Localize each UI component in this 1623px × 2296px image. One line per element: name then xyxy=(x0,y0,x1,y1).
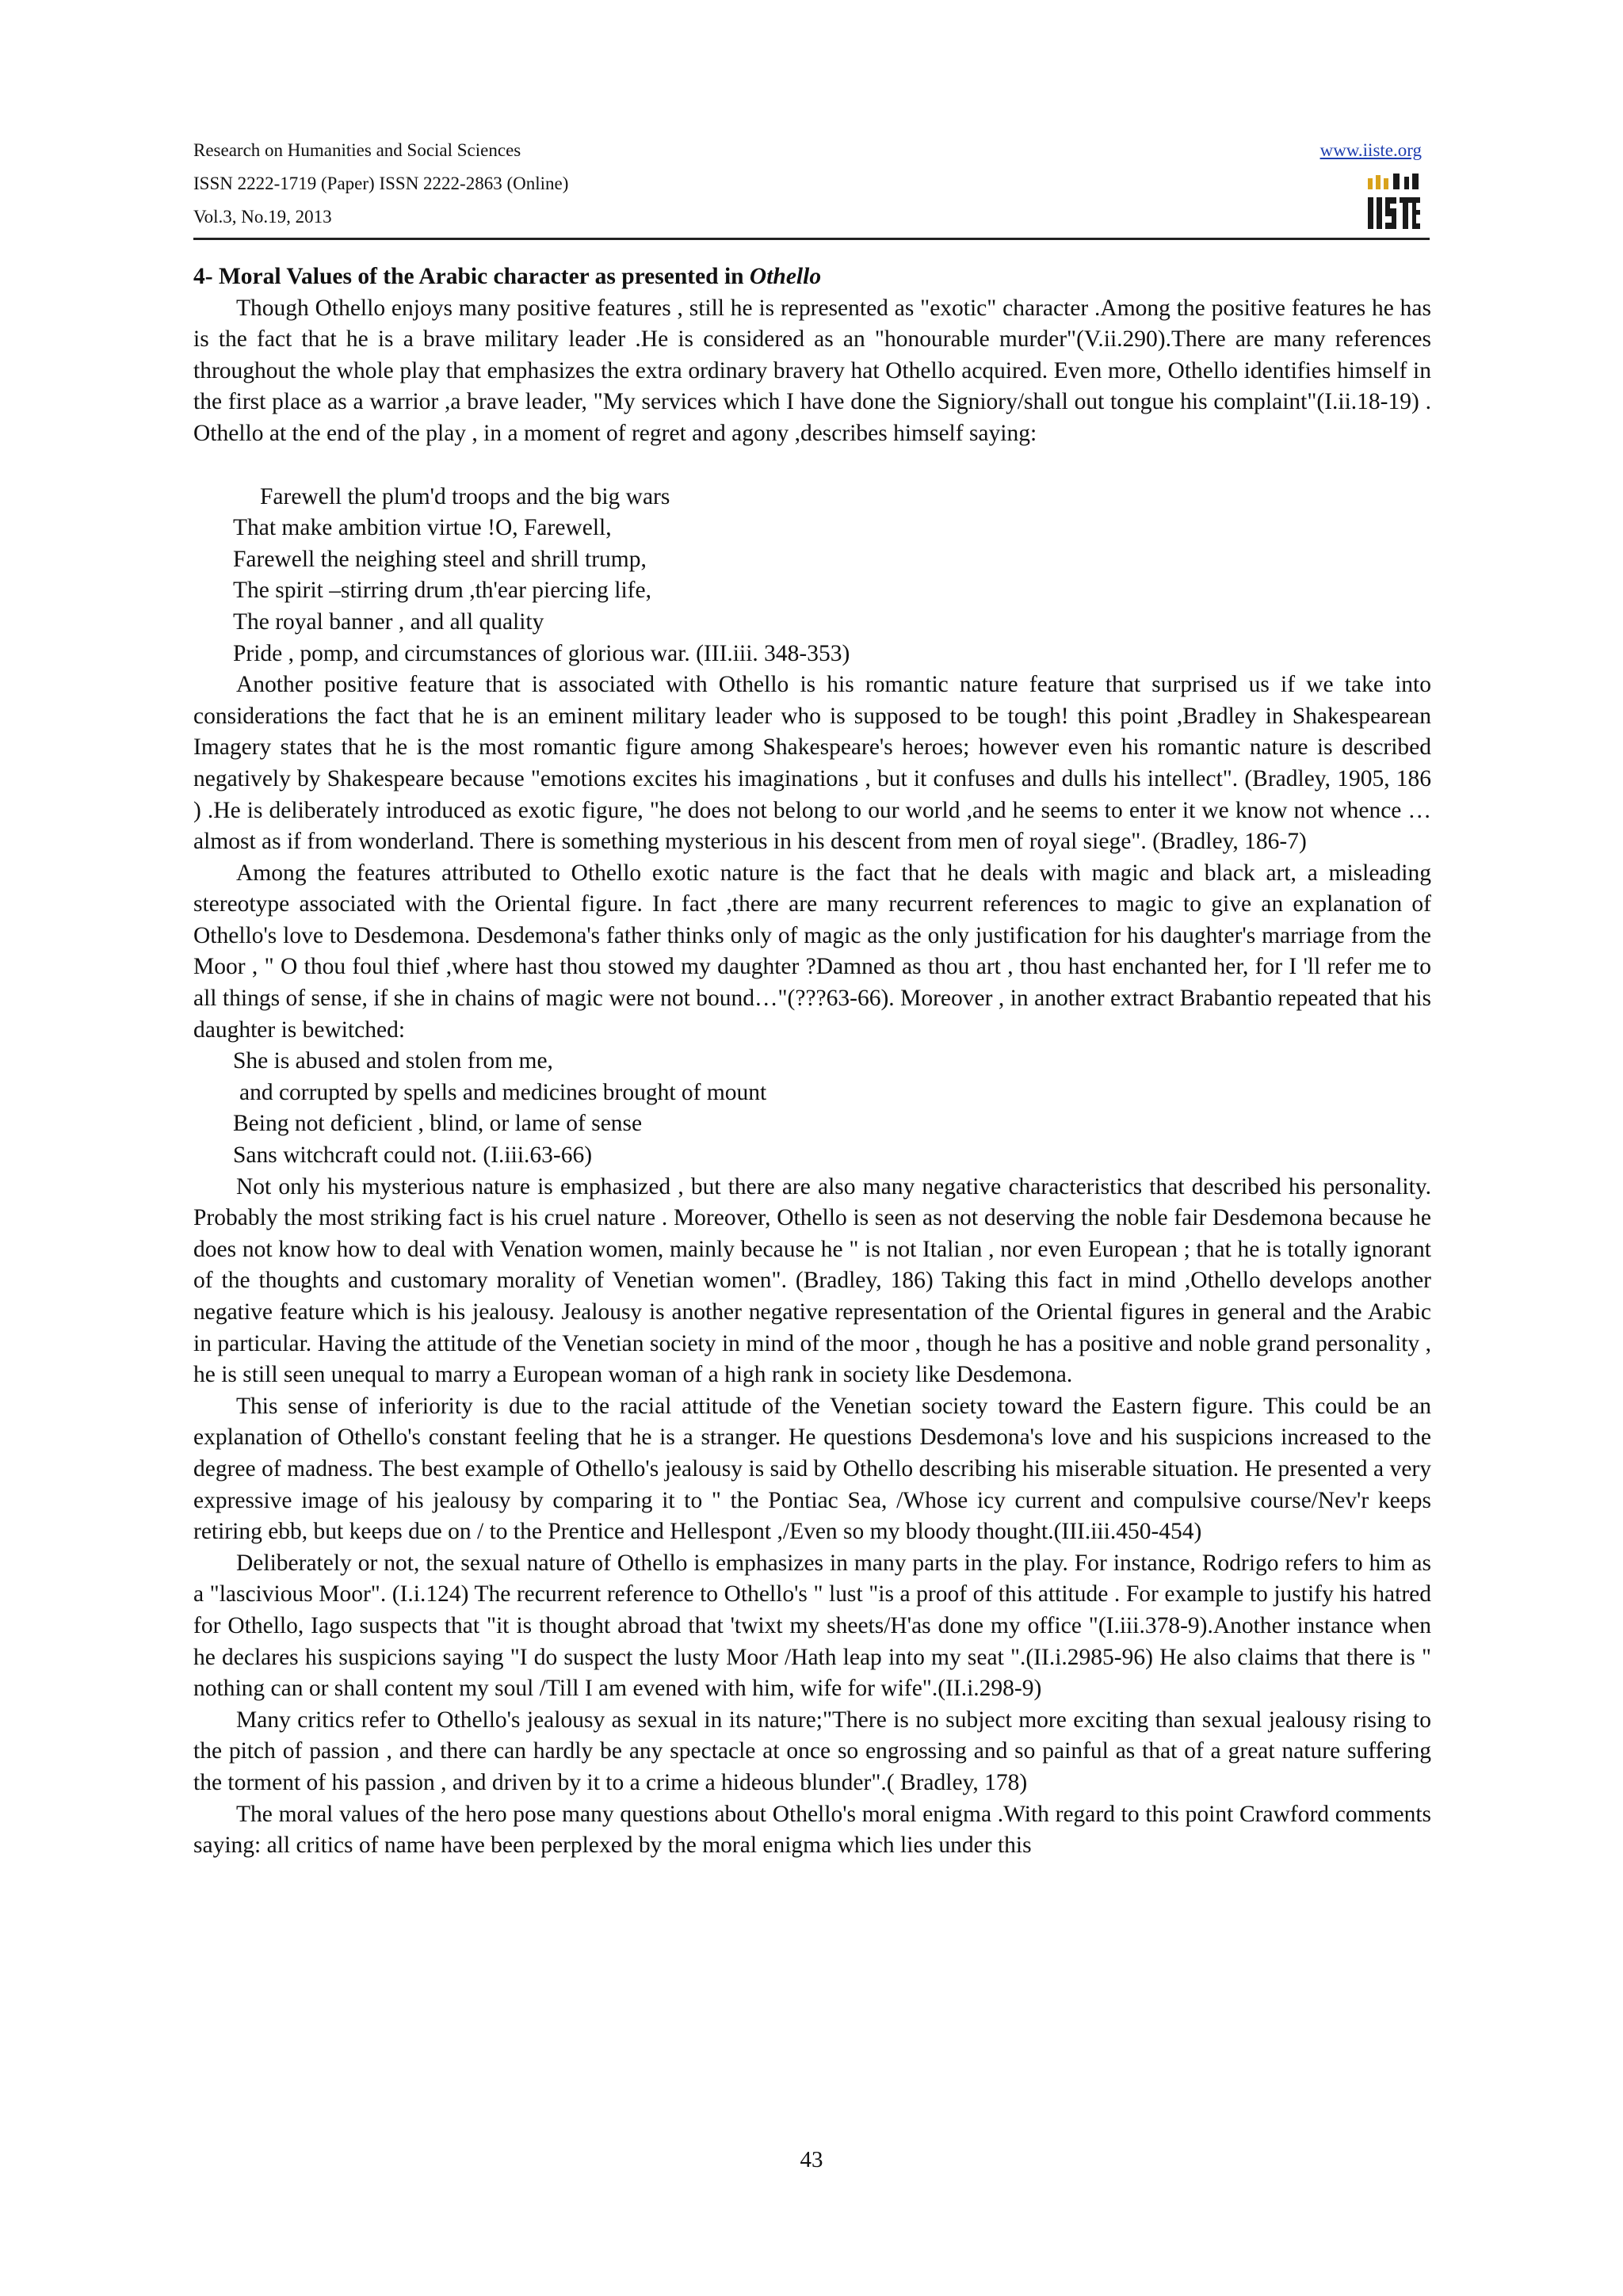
section-heading: 4- Moral Values of the Arabic character as presented in Othello xyxy=(193,264,822,289)
paragraph: Deliberately or not, the sexual nature of Othello is emphasizes in many parts in the play. For instance, Rodrigo refers to him as a "lascivious Moor". (I.i.124) The recurrent reference to Othello's " lust "is a proof of this attitude . For example to justify his hatred for Othello, Iago suspects that "it is thought abroad that 'twixt my sheets/H'as done my office "(I.iii.378-9).Another instance when he declares his suspicions saying "I do suspect the lusty Moor /Hath leap into my seat ".(II.i.2985-96) He also claims that there is " nothing can or shall content my soul /Till I am evened with him, wife for wife".(II.i.298-9) xyxy=(193,1550,1431,1702)
verse-line: She is abused and stolen from me, xyxy=(233,1048,553,1074)
verse-line: Pride , pomp, and circumstances of glorious war. (III.iii. 348-353) xyxy=(233,640,850,666)
iiste-logo xyxy=(1366,170,1422,232)
verse-quote xyxy=(193,482,1431,670)
verse-line: Sans witchcraft could not. (I.iii.63-66) xyxy=(233,1142,593,1169)
journal-url-link[interactable]: www.iiste.org xyxy=(1319,140,1422,160)
paragraph: The moral values of the hero pose many questions about Othello's moral enigma .With regard to this point Crawford comments saying: all critics of name have been perplexed by the moral enigma which lies under this xyxy=(193,1801,1431,1859)
issn-line: ISSN 2222-1719 (Paper) ISSN 2222-2863 (Online) xyxy=(193,174,569,193)
article-body xyxy=(193,261,1431,1862)
paragraph: Among the features attributed to Othello exotic nature is the fact that he deals with magic and black art, a misleading stereotype associated with the Oriental figure. In fact ,there are many recurrent references to magic to give an explanation of Othello's love to Desdemona. Desdemona's father thinks only of magic as the only justification for his daughter's marriage from the Moor , " O thou foul thief ,where hast thou stowed my daughter ?Damned as thou art , thou hast enchanted her, for I 'll refer me to all things of sense, if she in chains of magic were not bound…"(???63-66). Moreover , in another extract Brabantio repeated that his daughter is bewitched: xyxy=(193,860,1431,1043)
verse-line: Farewell the plum'd troops and the big wars xyxy=(260,483,670,509)
volume-line: Vol.3, No.19, 2013 xyxy=(193,207,332,227)
verse-line: That make ambition virtue !O, Farewell, xyxy=(233,515,612,541)
verse-line: The royal banner , and all quality xyxy=(233,608,544,635)
verse-line: and corrupted by spells and medicines brought of mount xyxy=(239,1079,767,1105)
paragraph: Many critics refer to Othello's jealousy as sexual in its nature;"There is no subject more exciting than sexual jealousy rising to the pitch of passion , and there can hardly be any spectacle at once so engrossing and so painful as that of a great nature suffering the torment of his passion , and driven by it to a crime a hideous blunder".( Bradley, 178) xyxy=(193,1707,1431,1795)
verse-line: Farewell the neighing steel and shrill trump, xyxy=(233,546,647,572)
verse-quote xyxy=(193,1046,1431,1171)
paragraph: Though Othello enjoys many positive features , still he is represented as "exotic" character .Among the positive features he has is the fact that he is a brave military leader .He is considered as an "honourable murder"(V.ii.290).There are many references throughout the whole play that emphasizes the extra ordinary bravery hat Othello acquired. Even more, Othello identifies himself in the first place as a warrior ,a brave leader, "My services which I have done the Signiory/shall out tongue his complaint"(I.ii.18-19) . Othello at the end of the play , in a moment of regret and agony ,describes himself saying: xyxy=(193,295,1431,446)
journal-name: Research on Humanities and Social Sciences xyxy=(193,140,521,160)
paragraph: This sense of inferiority is due to the racial attitude of the Venetian society toward the Eastern figure. This could be an explanation of Othello's constant feeling that he is a stranger. He questions Desdemona's love and his suspicions increased to the degree of madness. The best example of Othello's jealousy is said by Othello describing his miserable situation. He presented a very expressive image of his jealousy by comparing it to " the Pontiac Sea, /Whose icy current and compulsive course/Nev'r keeps retiring ebb, but keeps due on / to the Prentice and Hellespont ,/Even so my bloody thought.(III.iii.450-454) xyxy=(193,1393,1431,1545)
page-number: 43 xyxy=(800,2147,823,2172)
paragraph: Another positive feature that is associated with Othello is his romantic nature feature that surprised us if we take into considerations the fact that he is an eminent military leader who is supposed to be tough! this point ,Bradley in Shakespearean Imagery states that he is the most romantic figure among Shakespeare's heroes; however even his romantic nature is described negatively by Shakespeare because "emotions excites his imaginations , but it confuses and dulls his intellect". (Bradley, 1905, 186 ) .He is deliberately introduced as exotic figure, "he does not belong to our world ,and he seems to enter it we know not whence …almost as if from wonderland. There is something mysterious in his descent from men of royal siege". (Bradley, 186-7) xyxy=(193,672,1431,855)
paragraph: Not only his mysterious nature is emphasized , but there are also many negative characteristics that described his personality. Probably the most striking fact is his cruel nature . Moreover, Othello is seen as not deserving the noble fair Desdemona because he does not know how to deal with Venation women, mainly because he " is not Italian , nor even European ; that he is totally ignorant of the thoughts and customary morality of Venetian women". (Bradley, 186) Taking this fact in mind ,Othello develops another negative feature which is his jealousy. Jealousy is another negative representation of the Oriental figures in general and the Arabic in particular. Having the attitude of the Venetian society in mind of the moor , though he has a positive and noble grand personality , he is still seen unequal to marry a European woman of a high rank in society like Desdemona. xyxy=(193,1173,1431,1388)
verse-line: The spirit –stirring drum ,th'ear piercing life, xyxy=(233,578,651,604)
page-header xyxy=(193,135,1430,240)
verse-line: Being not deficient , blind, or lame of sense xyxy=(233,1111,643,1137)
